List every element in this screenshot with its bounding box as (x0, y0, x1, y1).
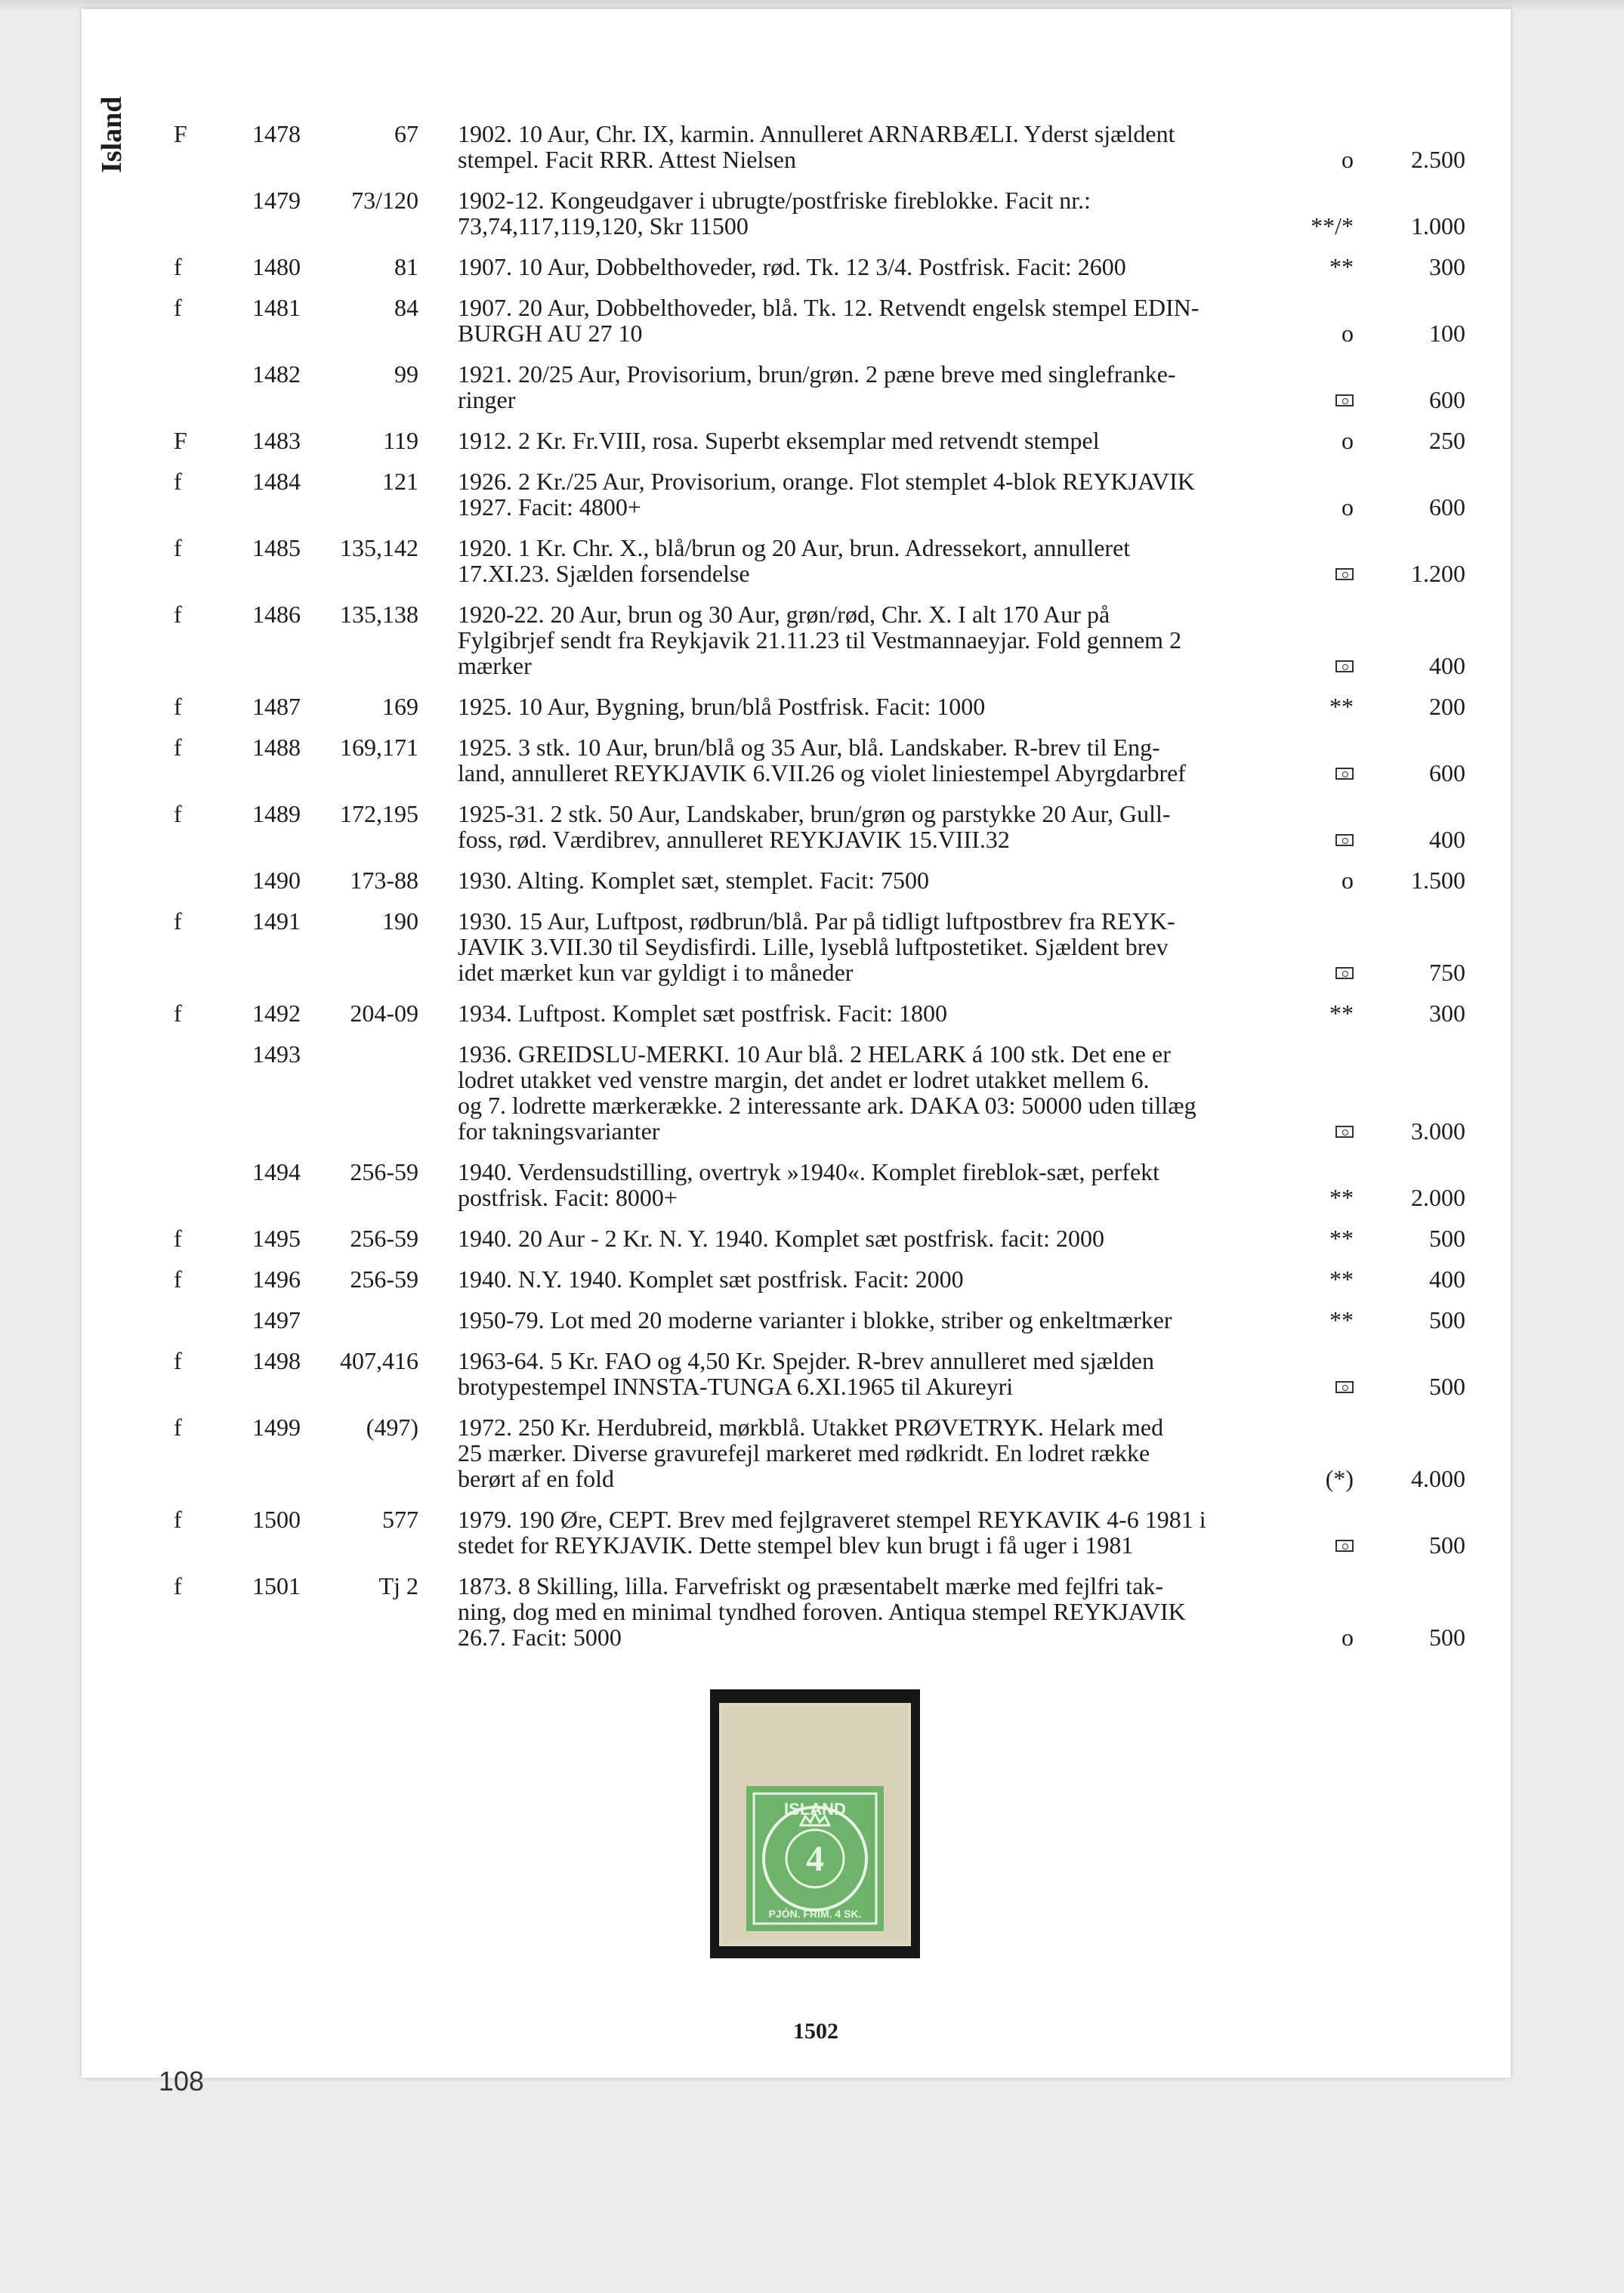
lot-row (165, 601, 1465, 694)
condition-mark: o (1341, 146, 1354, 173)
description-line: 1920. 1 Kr. Chr. X., blå/brun og 20 Aur, brun. Adressekort, annulleret (458, 534, 1131, 561)
lot-description (458, 801, 1281, 867)
lot-row (165, 1414, 1465, 1507)
description-line: 1907. 10 Aur, Dobbelthoveder, rød. Tk. 12 3/4. Postfrisk. Facit: 2600 (458, 253, 1126, 280)
facit-number: (497) (366, 1414, 418, 1441)
lot-row (165, 1573, 1465, 1665)
lot-description (458, 1225, 1281, 1266)
description-line: 1963-64. 5 Kr. FAO og 4,50 Kr. Spejder. R-brev annulleret med sjælden (458, 1347, 1154, 1374)
condition-mark: o (1341, 427, 1354, 454)
condition-cell (1281, 295, 1354, 361)
condition-cell (1281, 1414, 1354, 1507)
lot-number: 1479 (252, 187, 301, 214)
lot-price: 1.000 (1411, 212, 1465, 239)
description-line: 1926. 2 Kr./25 Aur, Provisorium, orange. Flot stemplet 4-blok REYKJAVIK (458, 468, 1195, 495)
lot-price: 2.500 (1411, 146, 1465, 173)
condition-mark: ** (1329, 1306, 1354, 1333)
condition-mark: o (1341, 493, 1354, 521)
lot-number: 1489 (252, 800, 301, 827)
cover-envelope-icon (1335, 660, 1354, 672)
condition-cell (1281, 121, 1354, 187)
facit-number (307, 1307, 458, 1348)
condition-mark: ** (1329, 1184, 1354, 1211)
lot-row (165, 535, 1465, 601)
facit-number: 172,195 (340, 800, 418, 827)
lot-description (458, 734, 1281, 801)
lot-grade-flag: f (174, 1347, 182, 1374)
lot-number: 1491 (252, 907, 301, 935)
lot-row (165, 254, 1465, 295)
lot-row (165, 801, 1465, 867)
condition-mark: (*) (1325, 1465, 1354, 1492)
description-line: 1927. Facit: 4800+ (458, 493, 641, 521)
cover-envelope-icon (1335, 394, 1354, 406)
lot-number: 1488 (252, 734, 301, 761)
description-line: 1925. 10 Aur, Bygning, brun/blå Postfrisk. Facit: 1000 (458, 693, 986, 720)
condition-mark: **/* (1311, 212, 1354, 239)
description-line: JAVIK 3.VII.30 til Seydisfirdi. Lille, lyseblå luftpostetiket. Sjældent brev (458, 933, 1169, 960)
facit-number: 190 (382, 907, 418, 935)
condition-cell (1281, 1041, 1354, 1159)
condition-cell (1281, 468, 1354, 535)
condition-cell (1281, 254, 1354, 295)
facit-number: 73/120 (351, 187, 418, 214)
facit-number: 119 (383, 427, 418, 454)
lot-number: 1486 (252, 601, 301, 628)
lot-number: 1483 (252, 427, 301, 454)
description-line: 1902. 10 Aur, Chr. IX, karmin. Annulleret ARNARBÆLI. Yderst sjældent (458, 120, 1175, 147)
stamp-inscription: PJÓN. FRIM. 4 SK. (768, 1908, 862, 1920)
description-line: 1925. 3 stk. 10 Aur, brun/blå og 35 Aur, blå. Landskaber. R-brev til Eng- (458, 734, 1160, 761)
description-line: postfrisk. Facit: 8000+ (458, 1184, 678, 1211)
lot-description (458, 908, 1281, 1000)
lot-price: 100 (1429, 320, 1465, 347)
condition-mark: o (1341, 867, 1354, 894)
lot-number: 1481 (252, 294, 301, 321)
lot-grade-flag: f (174, 1265, 182, 1293)
lot-row (165, 1000, 1465, 1041)
lot-price: 300 (1429, 1000, 1465, 1027)
lot-price: 400 (1429, 652, 1465, 679)
description-line: mærker (458, 652, 532, 679)
description-line: 1972. 250 Kr. Herdubreid, mørkblå. Utakket PRØVETRYK. Helark med (458, 1414, 1164, 1441)
lot-number: 1480 (252, 253, 301, 280)
description-line: 1907. 20 Aur, Dobbelthoveder, blå. Tk. 12. Retvendt engelsk stempel EDIN- (458, 294, 1199, 321)
lot-number: 1498 (252, 1347, 301, 1374)
lot-description (458, 1307, 1281, 1348)
lot-price: 1.500 (1411, 867, 1465, 894)
description-line: brotypestempel INNSTA-TUNGA 6.XI.1965 til Akureyri (458, 1373, 1014, 1400)
lot-grade-flag (165, 361, 218, 428)
cover-envelope-icon (1335, 967, 1354, 979)
lot-description (458, 428, 1281, 468)
lot-grade-flag: f (174, 734, 182, 761)
lot-row (165, 121, 1465, 187)
description-line: 1912. 2 Kr. Fr.VIII, rosa. Superbt eksemplar med retvendt stempel (458, 427, 1100, 454)
description-line: lodret utakket ved venstre margin, det andet er lodret utakket mellem 6. (458, 1066, 1150, 1093)
lot-description (458, 1507, 1281, 1573)
description-line: stedet for REYKJAVIK. Dette stempel blev kun brugt i få uger i 1981 (458, 1531, 1134, 1559)
facit-number: 256-59 (350, 1225, 418, 1252)
lot-grade-flag (165, 1041, 218, 1159)
description-line: ning, dog med en minimal tyndhed foroven. Antiqua stempel REYKJAVIK (458, 1598, 1186, 1625)
stamp-image (719, 1703, 911, 1946)
lot-number: 1500 (252, 1506, 301, 1533)
lot-row (165, 1041, 1465, 1159)
condition-cell (1281, 1225, 1354, 1266)
lot-grade-flag (165, 1159, 218, 1225)
lot-grade-flag: f (174, 534, 182, 561)
condition-mark: o (1341, 1624, 1354, 1651)
lot-description (458, 694, 1281, 734)
condition-cell (1281, 1266, 1354, 1307)
description-line: for takningsvarianter (458, 1117, 660, 1145)
lot-price: 500 (1429, 1306, 1465, 1333)
condition-cell (1281, 1573, 1354, 1665)
lot-row (165, 1225, 1465, 1266)
condition-mark: ** (1329, 693, 1354, 720)
lot-row (165, 468, 1465, 535)
figure-caption: 1502 (793, 2019, 838, 2044)
page-number: 108 (159, 2066, 205, 2097)
lot-row (165, 361, 1465, 428)
lot-row (165, 1348, 1465, 1414)
lot-description (458, 1348, 1281, 1414)
lot-description (458, 254, 1281, 295)
condition-cell (1281, 601, 1354, 694)
lot-description (458, 867, 1281, 908)
lot-grade-flag: f (174, 601, 182, 628)
lot-grade-flag (165, 867, 218, 908)
facit-number: 81 (394, 253, 418, 280)
description-line: 1940. N.Y. 1940. Komplet sæt postfrisk. Facit: 2000 (458, 1265, 964, 1293)
lot-table (165, 121, 1465, 1665)
lot-grade-flag (165, 1307, 218, 1348)
condition-mark: ** (1329, 1225, 1354, 1252)
description-line: 1979. 190 Øre, CEPT. Brev med fejlgraveret stempel REYKAVIK 4-6 1981 i (458, 1506, 1206, 1533)
description-line: 73,74,117,119,120, Skr 11500 (458, 212, 749, 239)
description-line: BURGH AU 27 10 (458, 320, 643, 347)
lot-grade-flag: f (174, 907, 182, 935)
lot-price: 200 (1429, 693, 1465, 720)
condition-cell (1281, 694, 1354, 734)
cover-envelope-icon (1335, 1540, 1354, 1552)
condition-cell (1281, 1307, 1354, 1348)
description-line: 1925-31. 2 stk. 50 Aur, Landskaber, brun/grøn og parstykke 20 Aur, Gull- (458, 800, 1171, 827)
lot-number: 1497 (252, 1306, 301, 1333)
condition-cell (1281, 1159, 1354, 1225)
lot-description (458, 187, 1281, 254)
facit-number: 204-09 (350, 1000, 418, 1027)
lot-price: 600 (1429, 759, 1465, 786)
lot-price: 500 (1429, 1531, 1465, 1559)
lot-grade-flag (165, 187, 218, 254)
description-line: og 7. lodrette mærkerække. 2 interessante ark. DAKA 03: 50000 uden tillæg (458, 1092, 1196, 1119)
lot-description (458, 295, 1281, 361)
description-line: 1940. Verdensudstilling, overtryk »1940«. Komplet fireblok-sæt, perfekt (458, 1158, 1160, 1185)
lot-grade-flag: f (174, 1000, 182, 1027)
description-line: 1921. 20/25 Aur, Provisorium, brun/grøn. 2 pæne breve med singlefranke- (458, 360, 1176, 388)
lot-grade-flag: f (174, 253, 182, 280)
condition-mark: ** (1329, 1000, 1354, 1027)
lot-description (458, 1414, 1281, 1507)
description-line: 25 mærker. Diverse gravurefejl markeret med rødkridt. En lodret række (458, 1439, 1150, 1466)
description-line: 1920-22. 20 Aur, brun og 30 Aur, grøn/rød, Chr. X. I alt 170 Aur på (458, 601, 1110, 628)
description-line: 1940. 20 Aur - 2 Kr. N. Y. 1940. Komplet sæt postfrisk. facit: 2000 (458, 1225, 1104, 1252)
lot-number: 1490 (252, 867, 301, 894)
lot-grade-flag: f (174, 294, 182, 321)
lot-list (165, 121, 1465, 1665)
lot-description (458, 1159, 1281, 1225)
lot-description (458, 1266, 1281, 1307)
description-line: 1950-79. Lot med 20 moderne varianter i blokke, striber og enkeltmærker (458, 1306, 1172, 1333)
description-line: 1873. 8 Skilling, lilla. Farvefriskt og præsentabelt mærke med fejlfri tak- (458, 1572, 1164, 1599)
lot-price: 500 (1429, 1624, 1465, 1651)
lot-row (165, 1266, 1465, 1307)
condition-cell (1281, 734, 1354, 801)
description-line: 17.XI.23. Sjælden forsendelse (458, 560, 750, 587)
lot-price: 600 (1429, 493, 1465, 521)
condition-mark: ** (1329, 1265, 1354, 1293)
cover-envelope-icon (1335, 768, 1354, 780)
lot-description (458, 468, 1281, 535)
lot-price: 3.000 (1411, 1117, 1465, 1145)
facit-number: 99 (394, 360, 418, 388)
condition-cell (1281, 361, 1354, 428)
lot-number: 1493 (252, 1040, 301, 1068)
condition-cell (1281, 867, 1354, 908)
lot-number: 1484 (252, 468, 301, 495)
running-head: Island (96, 96, 128, 173)
lot-number: 1492 (252, 1000, 301, 1027)
condition-mark: ** (1329, 253, 1354, 280)
lot-price: 500 (1429, 1373, 1465, 1400)
lot-number: 1487 (252, 693, 301, 720)
facit-number: Tj 2 (378, 1572, 418, 1599)
description-line: Fylgibrjef sendt fra Reykjavik 21.11.23 til Vestmannaeyjar. Fold gennem 2 (458, 626, 1182, 654)
lot-row (165, 428, 1465, 468)
facit-number: 407,416 (340, 1347, 418, 1374)
lot-price: 2.000 (1411, 1184, 1465, 1211)
lot-price: 750 (1429, 959, 1465, 986)
lot-description (458, 1041, 1281, 1159)
lot-number: 1495 (252, 1225, 301, 1252)
lot-number: 1501 (252, 1572, 301, 1599)
lot-description (458, 361, 1281, 428)
cover-envelope-icon (1335, 568, 1354, 580)
facit-number: 67 (394, 120, 418, 147)
condition-cell (1281, 1507, 1354, 1573)
facit-number: 256-59 (350, 1158, 418, 1185)
condition-cell (1281, 908, 1354, 1000)
lot-row (165, 1159, 1465, 1225)
description-line: berørt af en fold (458, 1465, 615, 1492)
lot-price: 1.200 (1411, 560, 1465, 587)
lot-row (165, 187, 1465, 254)
stamp-drawing (719, 1703, 911, 1946)
facit-number: 577 (382, 1506, 418, 1533)
condition-cell (1281, 1000, 1354, 1041)
lot-grade-flag: f (174, 800, 182, 827)
facit-number: 169 (382, 693, 418, 720)
facit-number: 256-59 (350, 1265, 418, 1293)
facit-number (307, 1041, 458, 1159)
lot-price: 400 (1429, 826, 1465, 853)
lot-price: 600 (1429, 386, 1465, 413)
lot-row (165, 734, 1465, 801)
description-line: land, annulleret REYKJAVIK 6.VII.26 og violet liniestempel Abyrgdarbref (458, 759, 1186, 786)
description-line: stempel. Facit RRR. Attest Nielsen (458, 146, 796, 173)
lot-row (165, 694, 1465, 734)
stamp-country: ISLAND (784, 1800, 846, 1819)
description-line: ringer (458, 386, 516, 413)
cover-envelope-icon (1335, 834, 1354, 846)
lot-number: 1499 (252, 1414, 301, 1441)
lot-grade-flag: f (174, 1506, 182, 1533)
facit-number: 169,171 (340, 734, 418, 761)
stamp-photo (710, 1689, 920, 1958)
description-line: 1934. Luftpost. Komplet sæt postfrisk. Facit: 1800 (458, 1000, 947, 1027)
lot-price: 500 (1429, 1225, 1465, 1252)
lot-description (458, 1573, 1281, 1665)
lot-row (165, 1307, 1465, 1348)
facit-number: 84 (394, 294, 418, 321)
lot-grade-flag: F (174, 120, 187, 147)
lot-number: 1496 (252, 1265, 301, 1293)
lot-description (458, 121, 1281, 187)
lot-price: 250 (1429, 427, 1465, 454)
lot-grade-flag: f (174, 1225, 182, 1252)
description-line: 26.7. Facit: 5000 (458, 1624, 622, 1651)
lot-grade-flag: f (174, 1572, 182, 1599)
lot-description (458, 535, 1281, 601)
description-line: 1930. 15 Aur, Luftpost, rødbrun/blå. Par på tidligt luftpostbrev fra REYK- (458, 907, 1175, 935)
lot-number: 1478 (252, 120, 301, 147)
lot-number: 1494 (252, 1158, 301, 1185)
lot-price: 4.000 (1411, 1465, 1465, 1492)
lot-description (458, 601, 1281, 694)
lot-row (165, 1507, 1465, 1573)
facit-number: 135,138 (340, 601, 418, 628)
condition-mark: o (1341, 320, 1354, 347)
lot-number: 1482 (252, 360, 301, 388)
lot-grade-flag: f (174, 1414, 182, 1441)
lot-grade-flag: f (174, 693, 182, 720)
lot-price: 300 (1429, 253, 1465, 280)
description-line: foss, rød. Værdibrev, annulleret REYKJAVIK 15.VIII.32 (458, 826, 1010, 853)
description-line: 1930. Alting. Komplet sæt, stemplet. Facit: 7500 (458, 867, 929, 894)
lot-description (458, 1000, 1281, 1041)
lot-grade-flag: f (174, 468, 182, 495)
condition-cell (1281, 801, 1354, 867)
lot-number: 1485 (252, 534, 301, 561)
cover-envelope-icon (1335, 1381, 1354, 1393)
condition-cell (1281, 187, 1354, 254)
facit-number: 121 (382, 468, 418, 495)
description-line: 1936. GREIDSLU-MERKI. 10 Aur blå. 2 HELARK á 100 stk. Det ene er (458, 1040, 1171, 1068)
condition-cell (1281, 535, 1354, 601)
lot-row (165, 908, 1465, 1000)
stamp-value: 4 (806, 1839, 824, 1879)
lot-row (165, 295, 1465, 361)
description-line: idet mærket kun var gyldigt i to måneder (458, 959, 854, 986)
lot-grade-flag: F (174, 427, 187, 454)
lot-price: 400 (1429, 1265, 1465, 1293)
cover-envelope-icon (1335, 1126, 1354, 1138)
condition-cell (1281, 428, 1354, 468)
facit-number: 135,142 (340, 534, 418, 561)
lot-row (165, 867, 1465, 908)
description-line: 1902-12. Kongeudgaver i ubrugte/postfriske fireblokke. Facit nr.: (458, 187, 1091, 214)
facit-number: 173-88 (350, 867, 418, 894)
condition-cell (1281, 1348, 1354, 1414)
